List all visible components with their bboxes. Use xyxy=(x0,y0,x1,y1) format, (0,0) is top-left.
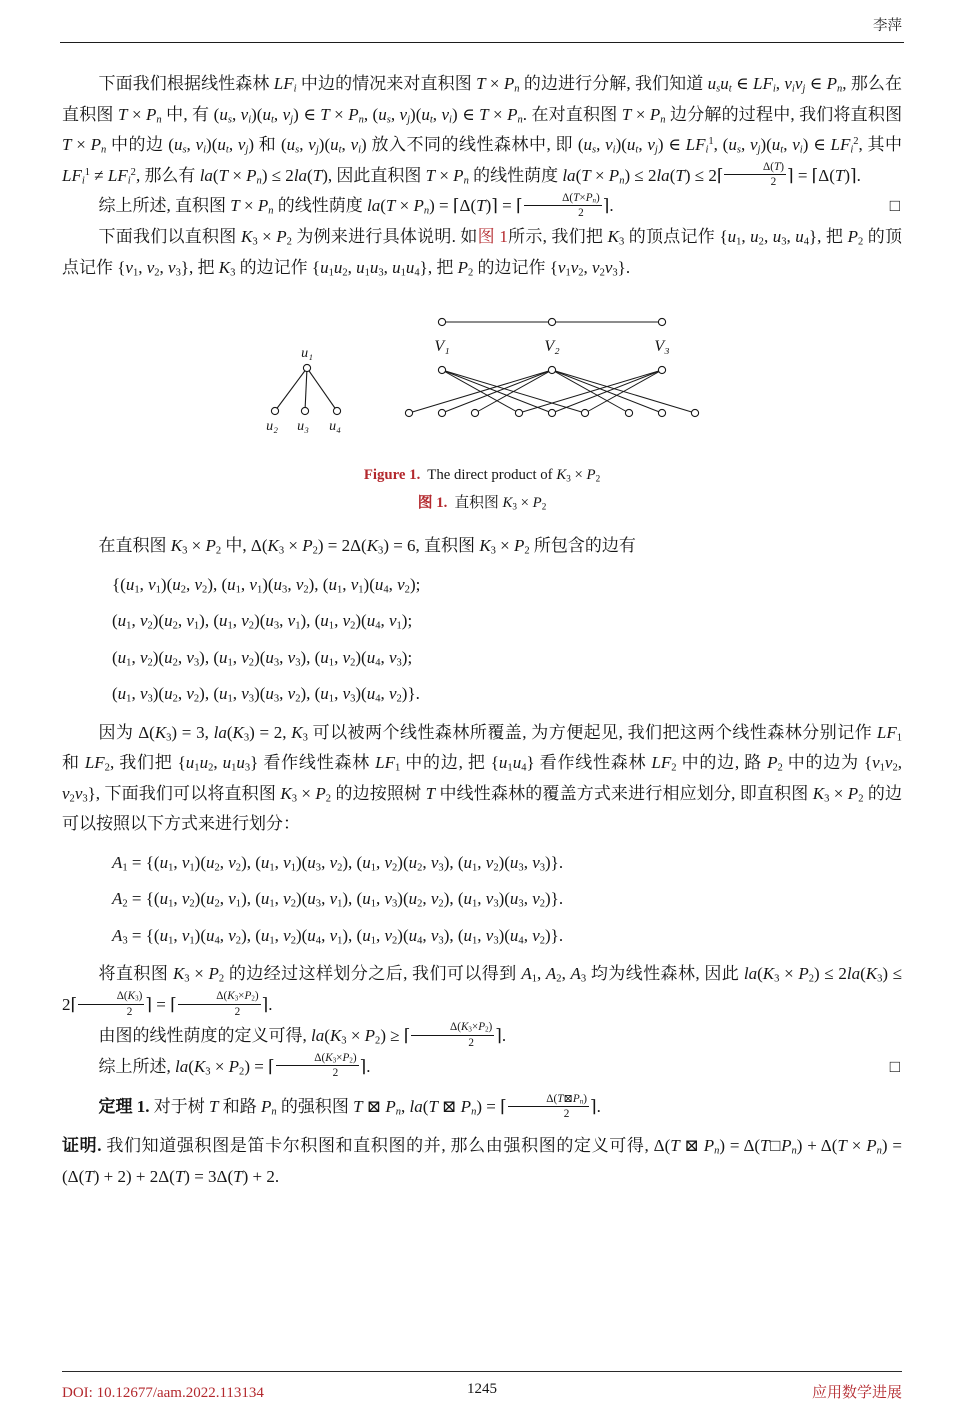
paper-content xyxy=(0,43,964,1192)
figure-1-graph xyxy=(257,313,707,441)
figure-1-caption-en xyxy=(62,462,902,489)
vertex-label-v1: V₁ xyxy=(434,338,450,356)
figure-1-caption-en-label: Figure 1. xyxy=(363,467,421,484)
paragraph-degree: 在直积图 $K_3 \times P_2$ 中, $\Delta(K_3 \times P_2) = 2\Delta(K_3) = 6$, 直积图 $K_3 \times P_2$ 所包含的边有 xyxy=(98,536,636,557)
figure-1-caption-en-text: The direct product of $K_3 \times P_2$ xyxy=(427,467,601,484)
partition-a3: $A_3 = \{(u_1$, $v_1)(u_4$, $v_2$), ($u_1$, $v_2)(u_4$, $v_1$), ($u_1$, $v_2)(u_4$, $v_3$), ($u_1$, $v_3)(u_4$, $v_2$)}. xyxy=(112,925,564,947)
theorem-1: 定理 1. 对于树 T 和路 $P_n$ 的强积图 T ⊠ $P_n$, la(T ⊠ $P_n$) = ⌈ $\frac{\Delta(T⊠P_n)}{2}$ ⌉. xyxy=(98,1092,601,1121)
qed-box-1: □ xyxy=(889,196,900,216)
figure-1 xyxy=(62,313,902,517)
edge-set-display xyxy=(112,572,902,708)
edge-set-line-4: ($u_1$, $v_3)(u_2$, $v_2$), ($u_1$, $v_3)(u_3$, $v_2$), ($u_1$, $v_3)(u_4$, $v_2$)}. xyxy=(112,684,420,705)
running-head-author: 李萍 xyxy=(873,18,902,34)
vertex-label-v2: V₂ xyxy=(544,338,560,356)
page-number: 1245 xyxy=(467,1381,497,1397)
page-footer xyxy=(62,1371,902,1402)
figure-1-reference[interactable]: 图 1 xyxy=(477,227,508,247)
paragraph-conclusion-1-text: 综上所述, 直积图 $T \times P_n$ 的线性荫度 $la(T \times P_n)$ = ⌈Δ(T)⌉ = ⌈ $\frac{\Delta(T\times P_n)}{2}$ ⌉. xyxy=(98,191,614,220)
paragraph-conclusion-2 xyxy=(62,1052,902,1083)
figure-1-caption-zh-label: 图 1. xyxy=(417,494,448,511)
path-graph-labels xyxy=(434,338,669,355)
figure-1-caption-zh xyxy=(62,490,902,517)
vertex-label-u4: u₄ xyxy=(329,419,341,435)
paragraph-conclusion-1 xyxy=(62,191,902,222)
star-graph-labels xyxy=(266,346,341,434)
paragraph-conclusion-2-text: 综上所述, $la(K_3 \times P_2)$ = ⌈ $\frac{\Delta(K_3\times P_2)}{2}$ ⌉. xyxy=(98,1051,371,1080)
figure-1-caption xyxy=(62,462,902,517)
vertex-label-u3: u₃ xyxy=(297,419,309,435)
edge-set-line-3: ($u_1$, $v_2)(u_2$, $v_3$), ($u_1$, $v_2)(u_3$, $v_3$), ($u_1$, $v_2)(u_4$, $v_3$); xyxy=(112,647,413,669)
running-head xyxy=(60,0,904,43)
edge-set-line-1: {($u_1$, $v_1)(u_2$, $v_2$), ($u_1$, $v_1)(u_3$, $v_2$), ($u_1$, $v_1)(u_4$, $v_2$); xyxy=(112,574,421,596)
vertex-label-u1: u₁ xyxy=(301,346,313,362)
figure-1-caption-zh-text: 直积图 $K_3 \times P_2$ xyxy=(454,494,547,512)
doi-link[interactable]: DOI: 10.12677/aam.2022.113134 xyxy=(62,1385,264,1401)
paragraph-forest-cover: 因为 $\Delta(K_3) = 3$, $la(K_3) = 2$, $K_3$ 可以被两个线性森林所覆盖, 为方便起见, 我们把这两个线性森林分别记作 $LF_1$ 和 $LF_2$, 我们把 {$u_1u_2$, $u_1u_3$} 看作线性森林 $LF_1$ 中的边, 把 $\{u_1u_4\}$ 看作线性森林 $LF_2$ 中的边, 路 $P_2$ 中的边为 {$v_1v_2$, $v_2v_3$}, 下面我们可以将直积图 $K_3 \times P_2$ 的边按照树 T 中线性森林的覆盖方式来进行相应划分, 即直积图 $K_3 \times P_2$ 的边可以按照以下方式来进行划分： xyxy=(62,722,903,834)
paragraph-example-intro: 下面我们以直积图 $K_3 \times P_2$ 为例来进行具体说明. 如图 1所示, 我们把 $K_3$ 的顶点记作 {$u_1$, $u_2$, $u_3$, $u_4$}, 把 $P_2$ 的顶点记作 {$v_1$, $v_2$, $v_3$}, 把 $K_3$ 的边记作 {$u_1u_2$, $u_1u_3$, $u_1u_4$}, 把 $P_2$ 的边记作 {$v_1v_2$, $v_2v_3$}. xyxy=(62,227,903,279)
product-graph-edges xyxy=(409,370,695,413)
partition-a2: $A_2 = \{(u_1$, $v_2)(u_2$, $v_1$), ($u_1$, $v_2)(u_3$, $v_1$), ($u_1$, $v_3)(u_2$, $v_2$), ($u_1$, $v_3)(u_3$, $v_2$)}. xyxy=(112,889,564,911)
paragraph-partition-result: 将直积图 $K_3 \times P_2$ 的边经过这样划分之后, 我们可以得到 $A_1$, $A_2$, $A_3$ 均为线性森林, 因此 $la(K_3 \times P_2) \le 2la(K_3)$ ≤ 2⌈ $\frac{\Delta(K_3)}{2}$ ⌉ = ⌈ $\frac{\Delta(K_3\times P_2)}{2}$ ⌉. xyxy=(62,964,903,1018)
qed-box-2: □ xyxy=(889,1056,900,1076)
edge-set-line-2: ($u_1$, $v_2)(u_2$, $v_1$), ($u_1$, $v_2)(u_3$, $v_1$), ($u_1$, $v_2)(u_4$, $v_1$); xyxy=(112,611,413,632)
vertex-label-u2: u₂ xyxy=(266,419,278,435)
vertex-label-v3: V₃ xyxy=(654,338,670,356)
paragraph-decomposition: 下面我们根据线性森林 $LF_i$ 中边的情况来对直积图 $T \times P_n$ 的边进行分解, 我们知道 $u_su_t$ ∈ $LF_i$, $v_iv_j$ ∈ $P_n$, 那么在直积图 $T \times P_n$ 中, 有 ($u_s$, $v_i)(u_t$, $v_j$) ∈ $T \times P_n$, ($u_s$, $v_j)(u_t$, $v_i$) ∈ $T \times P_n$. 在对直积图 $T \times P_n$ 边分解的过程中, 我们将直积图 $T \times P_n$ 中的边 ($u_s$, $v_i)(u_t$, $v_j$) 和 ($u_s$, $v_j)(u_t$, $v_i$) 放入不同的线性森林中, 即 ($u_s$, $v_i)(u_t$, $v_j$) ∈ $LF_i^1$, ($u_s$, $v_j)(u_t$, $v_i$) ∈ $LF_i^2$, 其中 $LF_i^1 \ne LF_i^2$, 那么有 $la(T \times P_n) \le 2la(T)$, 因此直积图 $T \times P_n$ 的线性荫度 $la(T \times P_n) \le 2la(T)$ ≤ 2⌈ $\frac{\Delta(T)}{2}$ ⌉ = ⌈Δ(T)⌉. xyxy=(62,74,903,189)
partition-a1: $A_1 = \{(u_1$, $v_1)(u_2$, $v_2$), ($u_1$, $v_1)(u_3$, $v_2$), ($u_1$, $v_2)(u_2$, $v_3$), ($u_1$, $v_2)(u_3$, $v_3$)}. xyxy=(112,852,564,874)
proof-paragraph: 证明. 我们知道强积图是笛卡尔积图和直积图的并, 那么由强积图的定义可得, Δ(T ⊠ $P_n$) = $\Delta(T□P_n) + \Delta(T \times P_n) = (\Delta(T) + 2) + 2\Delta(T) = 3\Delta(T) + 2$. xyxy=(62,1136,903,1186)
star-graph-edges xyxy=(275,368,337,411)
journal-name: 应用数学进展 xyxy=(811,1385,902,1401)
partition-display xyxy=(112,850,902,949)
paragraph-lower-bound: 由图的线性荫度的定义可得, $la(K_3 \times P_2)$ ≥ ⌈ $\frac{\Delta(K_3\times P_2)}{2}$ ⌉. xyxy=(98,1021,507,1049)
